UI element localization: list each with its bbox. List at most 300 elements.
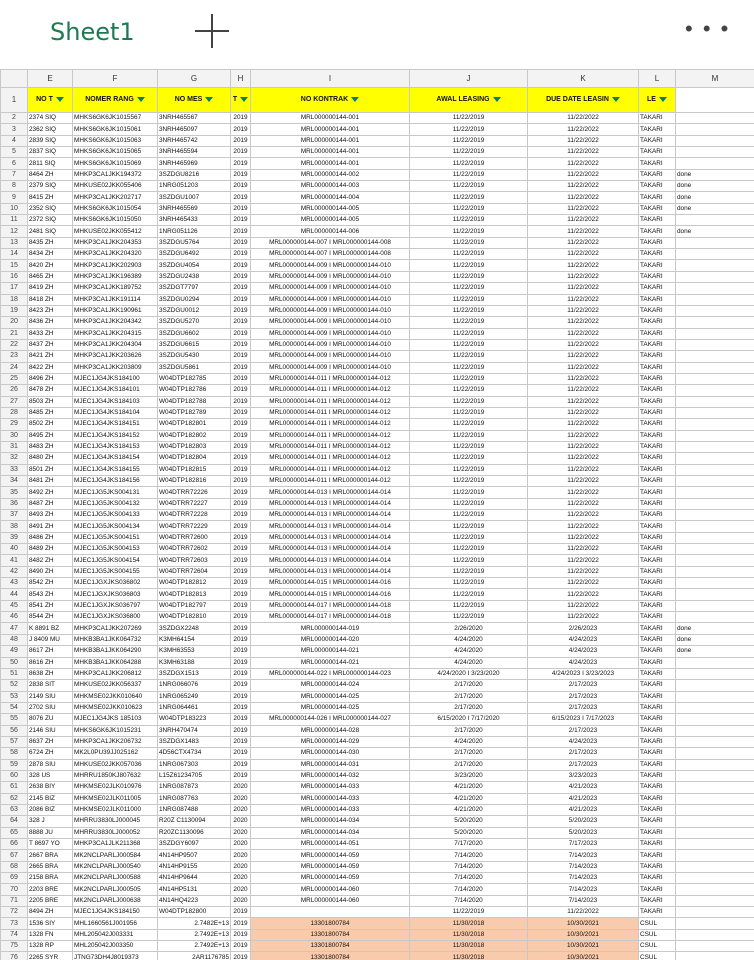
status-cell[interactable]: done <box>676 181 754 192</box>
tahun-cell[interactable]: 2019 <box>231 169 251 180</box>
tahun-cell[interactable]: 2019 <box>231 532 251 543</box>
tahun-cell[interactable]: 2019 <box>231 952 251 960</box>
column-header-f[interactable]: F <box>73 70 158 88</box>
nomer-rangka-cell[interactable]: MHKMSE02JLK011000 <box>73 804 158 815</box>
no-mesin-cell[interactable]: W04DTRR72603 <box>158 555 231 566</box>
awal-leasing-cell[interactable]: 4/24/2020 I 3/23/2020 <box>410 668 528 679</box>
row-number[interactable]: 63 <box>1 804 28 815</box>
header-tahun[interactable] <box>231 88 251 113</box>
nopol-cell[interactable]: 8419 ZH <box>28 283 73 294</box>
status-cell[interactable] <box>676 135 754 146</box>
leasing-cell[interactable]: TAKARI <box>639 827 676 838</box>
row-number[interactable]: 34 <box>1 476 28 487</box>
nomer-rangka-cell[interactable]: MJEC1JG5JKS004131 <box>73 487 158 498</box>
no-mesin-cell[interactable]: 3SZDGU4054 <box>158 260 231 271</box>
status-cell[interactable] <box>676 782 754 793</box>
nomer-rangka-cell[interactable]: MJEC1JGXJKS036802 <box>73 578 158 589</box>
nopol-cell[interactable]: 2638 BIY <box>28 782 73 793</box>
header-leasing[interactable] <box>639 88 676 113</box>
no-mesin-cell[interactable]: 3SZDGU5270 <box>158 317 231 328</box>
status-cell[interactable] <box>676 407 754 418</box>
due-date-cell[interactable]: 11/22/2022 <box>528 453 639 464</box>
header-nomer-rangka[interactable] <box>73 88 158 113</box>
no-kontrak-cell[interactable]: MRL000000144-011 I MRL000000144-012 <box>251 419 410 430</box>
no-kontrak-cell[interactable]: MRL000000144-011 I MRL000000144-012 <box>251 441 410 452</box>
leasing-cell[interactable]: TAKARI <box>639 770 676 781</box>
no-kontrak-cell[interactable]: MRL000000144-025 <box>251 691 410 702</box>
awal-leasing-cell[interactable]: 11/22/2019 <box>410 419 528 430</box>
nomer-rangka-cell[interactable]: MJEC1JGXJKS036797 <box>73 600 158 611</box>
row-number[interactable]: 18 <box>1 294 28 305</box>
no-mesin-cell[interactable]: K3MH63188 <box>158 657 231 668</box>
nopol-cell[interactable]: 2838 SIT <box>28 680 73 691</box>
tahun-cell[interactable]: 2019 <box>231 725 251 736</box>
leasing-cell[interactable]: TAKARI <box>639 305 676 316</box>
awal-leasing-cell[interactable]: 11/22/2019 <box>410 487 528 498</box>
nomer-rangka-cell[interactable]: MK2NCLPARLJ000540 <box>73 861 158 872</box>
no-kontrak-cell[interactable]: MRL000000144-033 <box>251 793 410 804</box>
status-cell[interactable] <box>676 317 754 328</box>
no-mesin-cell[interactable]: 4N14HP9644 <box>158 873 231 884</box>
no-kontrak-cell[interactable]: 13301800784 <box>251 929 410 940</box>
due-date-cell[interactable]: 11/22/2022 <box>528 215 639 226</box>
no-mesin-cell[interactable]: 2.7492E+13 <box>158 929 231 940</box>
awal-leasing-cell[interactable]: 11/22/2019 <box>410 385 528 396</box>
no-kontrak-cell[interactable]: MRL000000144-060 <box>251 895 410 906</box>
awal-leasing-cell[interactable]: 2/17/2020 <box>410 759 528 770</box>
tahun-cell[interactable]: 2019 <box>231 283 251 294</box>
leasing-cell[interactable]: TAKARI <box>639 714 676 725</box>
row-number[interactable]: 12 <box>1 226 28 237</box>
status-cell[interactable] <box>676 941 754 952</box>
row-number[interactable]: 69 <box>1 873 28 884</box>
no-kontrak-cell[interactable]: MRL000000144-011 I MRL000000144-012 <box>251 464 410 475</box>
status-cell[interactable] <box>676 283 754 294</box>
row-number[interactable]: 35 <box>1 487 28 498</box>
row-number[interactable]: 50 <box>1 657 28 668</box>
leasing-cell[interactable]: TAKARI <box>639 362 676 373</box>
tahun-cell[interactable]: 2019 <box>231 578 251 589</box>
no-kontrak-cell[interactable]: MRL000000144-009 I MRL000000144-010 <box>251 271 410 282</box>
nomer-rangka-cell[interactable]: MHKS6GK6JK1015065 <box>73 147 158 158</box>
nomer-rangka-cell[interactable]: MHL205042J003350 <box>73 941 158 952</box>
nopol-cell[interactable]: 328 J <box>28 816 73 827</box>
no-mesin-cell[interactable]: 3SZDGU5861 <box>158 362 231 373</box>
awal-leasing-cell[interactable]: 11/22/2019 <box>410 407 528 418</box>
status-cell[interactable] <box>676 419 754 430</box>
awal-leasing-cell[interactable]: 11/22/2019 <box>410 305 528 316</box>
awal-leasing-cell[interactable]: 5/20/2020 <box>410 816 528 827</box>
due-date-cell[interactable]: 2/17/2023 <box>528 680 639 691</box>
no-mesin-cell[interactable]: 1NRG087873 <box>158 782 231 793</box>
leasing-cell[interactable]: TAKARI <box>639 566 676 577</box>
awal-leasing-cell[interactable]: 11/22/2019 <box>410 476 528 487</box>
row-number[interactable]: 45 <box>1 600 28 611</box>
tahun-cell[interactable]: 2019 <box>231 373 251 384</box>
due-date-cell[interactable]: 7/14/2023 <box>528 861 639 872</box>
nopol-cell[interactable]: 2811 SIQ <box>28 158 73 169</box>
nomer-rangka-cell[interactable]: MHKS6GK6JK1015069 <box>73 158 158 169</box>
row-number[interactable]: 41 <box>1 555 28 566</box>
no-kontrak-cell[interactable]: MRL000000144-013 I MRL000000144-014 <box>251 555 410 566</box>
nomer-rangka-cell[interactable]: MHKP3CA1JKK204353 <box>73 237 158 248</box>
nopol-cell[interactable]: 1536 SIY <box>28 918 73 929</box>
due-date-cell[interactable]: 11/22/2022 <box>528 147 639 158</box>
leasing-cell[interactable]: TAKARI <box>639 169 676 180</box>
nopol-cell[interactable]: 8543 ZH <box>28 589 73 600</box>
nomer-rangka-cell[interactable]: MJEC1JG5JKS004133 <box>73 510 158 521</box>
no-mesin-cell[interactable]: 4N14HP9507 <box>158 850 231 861</box>
no-mesin-cell[interactable]: 1NRG066076 <box>158 680 231 691</box>
no-kontrak-cell[interactable]: 13301800784 <box>251 918 410 929</box>
no-mesin-cell[interactable]: W04DTP182785 <box>158 373 231 384</box>
column-header-h[interactable]: H <box>231 70 251 88</box>
no-mesin-cell[interactable]: 1NRG051126 <box>158 226 231 237</box>
no-mesin-cell[interactable]: W04DTRR72604 <box>158 566 231 577</box>
row-number[interactable]: 20 <box>1 317 28 328</box>
no-mesin-cell[interactable]: W04DTP182803 <box>158 441 231 452</box>
column-header-i[interactable]: I <box>251 70 410 88</box>
leasing-cell[interactable]: TAKARI <box>639 294 676 305</box>
no-kontrak-cell[interactable]: MRL000000144-031 <box>251 759 410 770</box>
tahun-cell[interactable]: 2019 <box>231 691 251 702</box>
tahun-cell[interactable]: 2019 <box>231 918 251 929</box>
awal-leasing-cell[interactable]: 11/22/2019 <box>410 181 528 192</box>
status-cell[interactable] <box>676 510 754 521</box>
nopol-cell[interactable]: 1328 RP <box>28 941 73 952</box>
status-cell[interactable] <box>676 952 754 960</box>
no-kontrak-cell[interactable]: MRL000000144-033 <box>251 804 410 815</box>
leasing-cell[interactable]: TAKARI <box>639 759 676 770</box>
leasing-cell[interactable]: TAKARI <box>639 181 676 192</box>
row-number[interactable]: 16 <box>1 271 28 282</box>
status-cell[interactable] <box>676 816 754 827</box>
leasing-cell[interactable]: TAKARI <box>639 600 676 611</box>
nomer-rangka-cell[interactable]: MHKMSE02JLK011005 <box>73 793 158 804</box>
no-kontrak-cell[interactable]: MRL000000144-021 <box>251 646 410 657</box>
row-number[interactable]: 51 <box>1 668 28 679</box>
tahun-cell[interactable]: 2019 <box>231 657 251 668</box>
row-number[interactable]: 40 <box>1 544 28 555</box>
tahun-cell[interactable]: 2019 <box>231 680 251 691</box>
no-mesin-cell[interactable]: W04DTRR72226 <box>158 487 231 498</box>
awal-leasing-cell[interactable]: 5/20/2020 <box>410 827 528 838</box>
nomer-rangka-cell[interactable]: MK2L0PU39JJ025162 <box>73 748 158 759</box>
due-date-cell[interactable]: 11/22/2022 <box>528 294 639 305</box>
tahun-cell[interactable]: 2019 <box>231 770 251 781</box>
nopol-cell[interactable]: 8423 ZH <box>28 305 73 316</box>
tahun-cell[interactable]: 2019 <box>231 158 251 169</box>
awal-leasing-cell[interactable]: 11/22/2019 <box>410 158 528 169</box>
nopol-cell[interactable]: 8489 ZH <box>28 544 73 555</box>
nomer-rangka-cell[interactable]: MJEC1JG4JKS184154 <box>73 453 158 464</box>
no-mesin-cell[interactable]: W04DTP182797 <box>158 600 231 611</box>
nomer-rangka-cell[interactable]: MHKUSE02JKK057036 <box>73 759 158 770</box>
status-cell[interactable] <box>676 453 754 464</box>
awal-leasing-cell[interactable]: 11/22/2019 <box>410 271 528 282</box>
leasing-cell[interactable]: TAKARI <box>639 260 676 271</box>
status-cell[interactable] <box>676 680 754 691</box>
awal-leasing-cell[interactable]: 11/22/2019 <box>410 532 528 543</box>
tahun-cell[interactable]: 2019 <box>231 907 251 918</box>
nomer-rangka-cell[interactable]: MJEC1JG4JKS184100 <box>73 373 158 384</box>
nomer-rangka-cell[interactable]: MHKS6GK6JK1015567 <box>73 113 158 124</box>
awal-leasing-cell[interactable]: 11/30/2018 <box>410 941 528 952</box>
due-date-cell[interactable]: 7/14/2023 <box>528 850 639 861</box>
no-kontrak-cell[interactable]: MRL000000144-011 I MRL000000144-012 <box>251 407 410 418</box>
no-mesin-cell[interactable]: 4D56CTX4734 <box>158 748 231 759</box>
tahun-cell[interactable]: 2019 <box>231 226 251 237</box>
status-cell[interactable] <box>676 793 754 804</box>
leasing-cell[interactable]: TAKARI <box>639 487 676 498</box>
no-mesin-cell[interactable]: 2.7492E+13 <box>158 941 231 952</box>
status-cell[interactable] <box>676 305 754 316</box>
no-mesin-cell[interactable]: 4N14HP9155 <box>158 861 231 872</box>
nomer-rangka-cell[interactable]: MJEC1JG4JKS184156 <box>73 476 158 487</box>
nopol-cell[interactable]: 8492 ZH <box>28 487 73 498</box>
no-kontrak-cell[interactable]: MRL000000144-002 <box>251 169 410 180</box>
nomer-rangka-cell[interactable]: MJEC1JG4JKS184152 <box>73 430 158 441</box>
no-mesin-cell[interactable]: W04DTP182813 <box>158 589 231 600</box>
row-number[interactable]: 56 <box>1 725 28 736</box>
due-date-cell[interactable]: 2/17/2023 <box>528 748 639 759</box>
leasing-cell[interactable]: TAKARI <box>639 657 676 668</box>
nomer-rangka-cell[interactable]: MHL1660561J001956 <box>73 918 158 929</box>
status-cell[interactable] <box>676 657 754 668</box>
awal-leasing-cell[interactable]: 11/22/2019 <box>410 600 528 611</box>
row-number[interactable]: 2 <box>1 113 28 124</box>
header-awal-leasing[interactable] <box>410 88 528 113</box>
nopol-cell[interactable]: 2352 SIQ <box>28 203 73 214</box>
leasing-cell[interactable]: CSUL <box>639 952 676 960</box>
tahun-cell[interactable]: 2019 <box>231 419 251 430</box>
due-date-cell[interactable]: 11/22/2022 <box>528 203 639 214</box>
awal-leasing-cell[interactable]: 4/24/2020 <box>410 736 528 747</box>
nomer-rangka-cell[interactable]: MK2NCLPARLJ000638 <box>73 895 158 906</box>
tahun-cell[interactable]: 2019 <box>231 646 251 657</box>
status-cell[interactable] <box>676 521 754 532</box>
leasing-cell[interactable]: TAKARI <box>639 646 676 657</box>
status-cell[interactable] <box>676 691 754 702</box>
awal-leasing-cell[interactable]: 4/24/2020 <box>410 634 528 645</box>
tahun-cell[interactable]: 2019 <box>231 271 251 282</box>
nomer-rangka-cell[interactable]: MHKP3CA1JKK206732 <box>73 736 158 747</box>
awal-leasing-cell[interactable]: 11/22/2019 <box>410 226 528 237</box>
no-mesin-cell[interactable]: W04DTP182786 <box>158 385 231 396</box>
nomer-rangka-cell[interactable]: MHKB3BA1JKK064288 <box>73 657 158 668</box>
leasing-cell[interactable]: TAKARI <box>639 578 676 589</box>
awal-leasing-cell[interactable]: 11/22/2019 <box>410 589 528 600</box>
awal-leasing-cell[interactable]: 11/22/2019 <box>410 498 528 509</box>
row-number[interactable]: 61 <box>1 782 28 793</box>
awal-leasing-cell[interactable]: 11/22/2019 <box>410 192 528 203</box>
nopol-cell[interactable]: 8483 ZH <box>28 441 73 452</box>
awal-leasing-cell[interactable]: 6/15/2020 I 7/17/2020 <box>410 714 528 725</box>
nopol-cell[interactable]: 2205 BRE <box>28 895 73 906</box>
no-mesin-cell[interactable]: 2AR1176785 <box>158 952 231 960</box>
leasing-cell[interactable]: TAKARI <box>639 453 676 464</box>
nopol-cell[interactable]: 8420 ZH <box>28 260 73 271</box>
awal-leasing-cell[interactable]: 2/26/2020 <box>410 623 528 634</box>
no-kontrak-cell[interactable]: MRL000000144-013 I MRL000000144-014 <box>251 510 410 521</box>
leasing-cell[interactable]: TAKARI <box>639 419 676 430</box>
nopol-cell[interactable]: 8485 ZH <box>28 407 73 418</box>
no-mesin-cell[interactable]: W04DTP182801 <box>158 419 231 430</box>
filter-dropdown-icon[interactable] <box>56 97 64 102</box>
no-kontrak-cell[interactable]: MRL000000144-013 I MRL000000144-014 <box>251 566 410 577</box>
nomer-rangka-cell[interactable]: MHKS6GK6JK1015063 <box>73 135 158 146</box>
awal-leasing-cell[interactable]: 11/22/2019 <box>410 612 528 623</box>
due-date-cell[interactable]: 2/17/2023 <box>528 702 639 713</box>
leasing-cell[interactable]: TAKARI <box>639 215 676 226</box>
nomer-rangka-cell[interactable]: MJEC1JG5JKS004151 <box>73 532 158 543</box>
no-mesin-cell[interactable]: W04DTP182804 <box>158 453 231 464</box>
status-cell[interactable] <box>676 339 754 350</box>
awal-leasing-cell[interactable]: 11/22/2019 <box>410 113 528 124</box>
no-kontrak-cell[interactable]: 13301800784 <box>251 941 410 952</box>
leasing-cell[interactable]: TAKARI <box>639 226 676 237</box>
due-date-cell[interactable]: 4/24/2023 <box>528 657 639 668</box>
tahun-cell[interactable]: 2020 <box>231 804 251 815</box>
tahun-cell[interactable]: 2019 <box>231 736 251 747</box>
leasing-cell[interactable]: TAKARI <box>639 124 676 135</box>
no-kontrak-cell[interactable]: MRL000000144-019 <box>251 623 410 634</box>
due-date-cell[interactable]: 11/22/2022 <box>528 510 639 521</box>
nomer-rangka-cell[interactable]: MHRRU1850KJ807632 <box>73 770 158 781</box>
status-cell[interactable]: done <box>676 192 754 203</box>
status-cell[interactable] <box>676 918 754 929</box>
row-number[interactable]: 52 <box>1 680 28 691</box>
status-cell[interactable]: done <box>676 203 754 214</box>
row-number[interactable]: 32 <box>1 453 28 464</box>
filter-dropdown-icon[interactable] <box>659 97 667 102</box>
no-kontrak-cell[interactable]: MRL000000144-003 <box>251 181 410 192</box>
no-mesin-cell[interactable]: W04DTRR72228 <box>158 510 231 521</box>
status-cell[interactable]: done <box>676 646 754 657</box>
due-date-cell[interactable]: 2/17/2023 <box>528 691 639 702</box>
row-number[interactable]: 38 <box>1 521 28 532</box>
tahun-cell[interactable]: 2019 <box>231 328 251 339</box>
no-kontrak-cell[interactable]: MRL000000144-059 <box>251 873 410 884</box>
awal-leasing-cell[interactable]: 11/22/2019 <box>410 453 528 464</box>
nomer-rangka-cell[interactable]: MHKP3CA1JKK196389 <box>73 271 158 282</box>
status-cell[interactable] <box>676 600 754 611</box>
nopol-cell[interactable]: 8422 ZH <box>28 362 73 373</box>
status-cell[interactable] <box>676 544 754 555</box>
nomer-rangka-cell[interactable]: MJEC1JG4JKS 185103 <box>73 714 158 725</box>
leasing-cell[interactable]: TAKARI <box>639 283 676 294</box>
awal-leasing-cell[interactable]: 11/30/2018 <box>410 952 528 960</box>
due-date-cell[interactable]: 11/22/2022 <box>528 532 639 543</box>
due-date-cell[interactable]: 11/22/2022 <box>528 385 639 396</box>
tahun-cell[interactable]: 2019 <box>231 555 251 566</box>
nopol-cell[interactable]: 1328 FN <box>28 929 73 940</box>
no-mesin-cell[interactable]: 3NRH465594 <box>158 147 231 158</box>
row-number[interactable]: 43 <box>1 578 28 589</box>
row-number[interactable]: 13 <box>1 237 28 248</box>
leasing-cell[interactable]: TAKARI <box>639 317 676 328</box>
no-mesin-cell[interactable]: W04DTP183223 <box>158 714 231 725</box>
row-number[interactable]: 3 <box>1 124 28 135</box>
nomer-rangka-cell[interactable]: MJEC1JG4JKS184151 <box>73 419 158 430</box>
row-number[interactable]: 67 <box>1 850 28 861</box>
no-kontrak-cell[interactable]: MRL000000144-009 I MRL000000144-010 <box>251 294 410 305</box>
row-number[interactable]: 17 <box>1 283 28 294</box>
awal-leasing-cell[interactable]: 11/22/2019 <box>410 555 528 566</box>
row-number[interactable]: 73 <box>1 918 28 929</box>
status-cell[interactable] <box>676 884 754 895</box>
leasing-cell[interactable]: TAKARI <box>639 532 676 543</box>
nomer-rangka-cell[interactable]: MHKP3CA1JKK203626 <box>73 351 158 362</box>
status-cell[interactable] <box>676 441 754 452</box>
awal-leasing-cell[interactable]: 11/22/2019 <box>410 430 528 441</box>
no-kontrak-cell[interactable]: MRL000000144-011 I MRL000000144-012 <box>251 385 410 396</box>
nopol-cell[interactable]: 2372 SIQ <box>28 215 73 226</box>
awal-leasing-cell[interactable]: 11/22/2019 <box>410 328 528 339</box>
nopol-cell[interactable]: 2665 BRA <box>28 861 73 872</box>
no-mesin-cell[interactable]: 3NRH465969 <box>158 158 231 169</box>
nopol-cell[interactable]: 8436 ZH <box>28 317 73 328</box>
nopol-cell[interactable]: 8487 ZH <box>28 498 73 509</box>
no-mesin-cell[interactable]: W04DTRR72600 <box>158 532 231 543</box>
tahun-cell[interactable]: 2020 <box>231 793 251 804</box>
nopol-cell[interactable]: 2374 SIQ <box>28 113 73 124</box>
tahun-cell[interactable]: 2019 <box>231 147 251 158</box>
no-mesin-cell[interactable]: W04DTP182800 <box>158 907 231 918</box>
due-date-cell[interactable]: 11/22/2022 <box>528 441 639 452</box>
row-number[interactable]: 14 <box>1 249 28 260</box>
tahun-cell[interactable]: 2019 <box>231 260 251 271</box>
no-mesin-cell[interactable]: 3SZDGU8216 <box>158 169 231 180</box>
no-mesin-cell[interactable]: 1NRG064461 <box>158 702 231 713</box>
no-kontrak-cell[interactable]: MRL000000144-001 <box>251 135 410 146</box>
status-cell[interactable] <box>676 532 754 543</box>
row-number[interactable]: 44 <box>1 589 28 600</box>
due-date-cell[interactable]: 11/22/2022 <box>528 192 639 203</box>
tahun-cell[interactable]: 2019 <box>231 192 251 203</box>
status-cell[interactable] <box>676 249 754 260</box>
status-cell[interactable] <box>676 260 754 271</box>
nopol-cell[interactable]: 8541 ZH <box>28 600 73 611</box>
nomer-rangka-cell[interactable]: MHKP3CA1JKK204342 <box>73 317 158 328</box>
awal-leasing-cell[interactable]: 2/17/2020 <box>410 691 528 702</box>
nopol-cell[interactable]: 8490 ZH <box>28 566 73 577</box>
status-cell[interactable] <box>676 804 754 815</box>
row-number[interactable]: 74 <box>1 929 28 940</box>
nomer-rangka-cell[interactable]: MJEC1JG5JKS004132 <box>73 498 158 509</box>
nopol-cell[interactable]: 2379 SIQ <box>28 181 73 192</box>
filter-dropdown-icon[interactable] <box>205 97 213 102</box>
leasing-cell[interactable]: TAKARI <box>639 850 676 861</box>
leasing-cell[interactable]: TAKARI <box>639 441 676 452</box>
nopol-cell[interactable]: 8418 ZH <box>28 294 73 305</box>
awal-leasing-cell[interactable]: 11/22/2019 <box>410 135 528 146</box>
due-date-cell[interactable]: 7/14/2023 <box>528 873 639 884</box>
due-date-cell[interactable]: 3/23/2023 <box>528 770 639 781</box>
due-date-cell[interactable]: 11/22/2022 <box>528 158 639 169</box>
tahun-cell[interactable]: 2019 <box>231 124 251 135</box>
row-number[interactable]: 15 <box>1 260 28 271</box>
tahun-cell[interactable]: 2020 <box>231 816 251 827</box>
due-date-cell[interactable]: 11/22/2022 <box>528 578 639 589</box>
leasing-cell[interactable]: TAKARI <box>639 113 676 124</box>
no-mesin-cell[interactable]: 3SZDGU6615 <box>158 339 231 350</box>
due-date-cell[interactable]: 4/21/2023 <box>528 804 639 815</box>
no-mesin-cell[interactable]: 3SZDGU5764 <box>158 237 231 248</box>
tahun-cell[interactable]: 2019 <box>231 714 251 725</box>
nomer-rangka-cell[interactable]: MHKP3CA1JKK204315 <box>73 328 158 339</box>
row-number[interactable]: 60 <box>1 770 28 781</box>
